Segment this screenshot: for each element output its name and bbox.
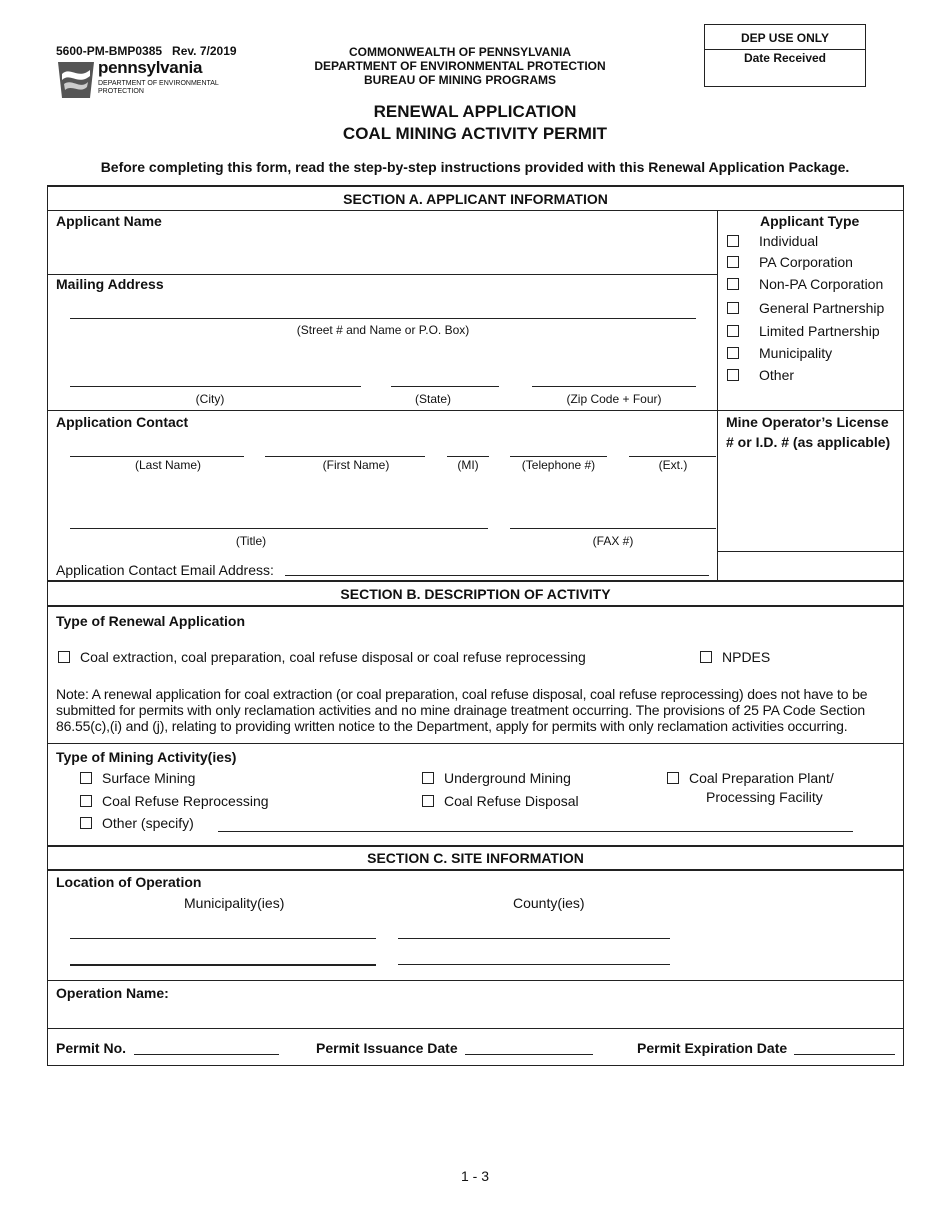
label-limited-partnership: Limited Partnership	[759, 323, 880, 339]
checkbox-municipality[interactable]	[727, 347, 739, 359]
city-input-line[interactable]	[70, 386, 361, 387]
state-caption: (State)	[414, 392, 451, 406]
logo-subtitle-1: DEPARTMENT OF ENVIRONMENTAL	[98, 80, 219, 87]
other-specify-input-line[interactable]	[218, 831, 853, 832]
label-coal-extraction: Coal extraction, coal preparation, coal refuse disposal or coal refuse reprocessing	[80, 649, 586, 665]
zip-caption: (Zip Code + Four)	[566, 392, 662, 406]
application-contact-label: Application Contact	[56, 414, 189, 430]
label-npdes: NPDES	[722, 649, 771, 665]
section-a-heading: SECTION A. APPLICANT INFORMATION	[343, 191, 608, 207]
last-name-input-line[interactable]	[70, 456, 244, 457]
issuance-date-label: Permit Issuance Date	[316, 1040, 458, 1056]
telephone-input-line[interactable]	[510, 456, 607, 457]
checkbox-coal-extraction[interactable]	[58, 651, 70, 663]
fax-caption: (FAX #)	[592, 534, 634, 548]
logo-subtitle-2: PROTECTION	[98, 88, 144, 95]
county-caption: County(ies)	[513, 895, 585, 911]
label-coal-prep-line-2: Processing Facility	[706, 789, 823, 805]
note-line-3: 86.55(c),(i) and (j), relating to providing written notice to the Department, apply for permits with only reclamation activities occurring.	[56, 718, 848, 734]
label-surface-mining: Surface Mining	[102, 770, 196, 786]
agency-line-2: DEPARTMENT OF ENVIRONMENTAL PROTECTION	[314, 59, 606, 73]
label-coal-prep-line-1: Coal Preparation Plant/	[689, 770, 834, 786]
fax-input-line[interactable]	[510, 528, 716, 529]
dep-use-only-label: DEP USE ONLY	[740, 31, 830, 45]
county-input-line-1[interactable]	[398, 938, 670, 939]
pa-dep-logo	[56, 60, 236, 100]
form-title-line-1: RENEWAL APPLICATION	[373, 102, 577, 121]
label-coal-refuse-disposal: Coal Refuse Disposal	[444, 793, 579, 809]
checkbox-pa-corporation[interactable]	[727, 256, 739, 268]
city-caption: (City)	[195, 392, 225, 406]
applicant-name-label: Applicant Name	[56, 213, 162, 229]
page-number: 1 - 3	[460, 1168, 489, 1184]
title-caption: (Title)	[235, 534, 267, 548]
license-input-area	[717, 551, 904, 552]
municipality-caption: Municipality(ies)	[184, 895, 285, 911]
logo-wordmark: pennsylvania	[98, 58, 203, 77]
expiration-date-label: Permit Expiration Date	[637, 1040, 788, 1056]
street-input-line[interactable]	[70, 318, 696, 319]
checkbox-coal-refuse-reprocessing[interactable]	[80, 795, 92, 807]
checkbox-surface-mining[interactable]	[80, 772, 92, 784]
expiration-date-input-line[interactable]	[794, 1054, 895, 1055]
municipality-input-line-1[interactable]	[70, 938, 376, 939]
checkbox-other-specify[interactable]	[80, 817, 92, 829]
operation-name-label: Operation Name:	[56, 985, 169, 1001]
checkbox-coal-preparation-plant[interactable]	[667, 772, 679, 784]
mi-input-line[interactable]	[447, 456, 489, 457]
instructions-text: Before completing this form, read the step-by-step instructions provided with this Renewal Application Package.	[100, 159, 850, 175]
issuance-date-input-line[interactable]	[465, 1054, 593, 1055]
license-label-line-1: Mine Operator’s License	[726, 414, 889, 430]
first-name-caption: (First Name)	[322, 458, 390, 472]
email-input-line[interactable]	[285, 575, 709, 576]
label-other: Other	[759, 367, 795, 383]
last-name-caption: (Last Name)	[134, 458, 202, 472]
checkbox-underground-mining[interactable]	[422, 772, 434, 784]
first-name-input-line[interactable]	[265, 456, 425, 457]
label-pa-corporation: PA Corporation	[759, 254, 853, 270]
label-coal-refuse-reprocessing: Coal Refuse Reprocessing	[102, 793, 269, 809]
checkbox-npdes[interactable]	[700, 651, 712, 663]
state-input-line[interactable]	[391, 386, 499, 387]
mailing-address-label: Mailing Address	[56, 276, 164, 292]
location-title: Location of Operation	[56, 874, 202, 890]
ext-input-line[interactable]	[629, 456, 716, 457]
checkbox-coal-refuse-disposal[interactable]	[422, 795, 434, 807]
checkbox-limited-partnership[interactable]	[727, 325, 739, 337]
label-other-specify: Other (specify)	[102, 815, 194, 831]
label-municipality: Municipality	[759, 345, 833, 361]
municipality-input-line-2[interactable]	[70, 964, 376, 966]
county-input-line-2[interactable]	[398, 964, 670, 965]
ext-caption: (Ext.)	[658, 458, 688, 472]
agency-line-1: COMMONWEALTH OF PENNSYLVANIA	[349, 45, 571, 59]
zip-input-line[interactable]	[532, 386, 696, 387]
permit-no-input-line[interactable]	[134, 1054, 279, 1055]
contact-title-input-line[interactable]	[70, 528, 488, 529]
dep-use-only-box	[704, 24, 866, 87]
checkbox-non-pa-corporation[interactable]	[727, 278, 739, 290]
license-label-line-2: # or I.D. # (as applicable)	[726, 434, 891, 450]
section-c-heading: SECTION C. SITE INFORMATION	[367, 850, 584, 866]
form-number: 5600-PM-BMP0385 Rev. 7/2019	[56, 44, 237, 58]
checkbox-individual[interactable]	[727, 235, 739, 247]
renewal-type-title: Type of Renewal Application	[56, 613, 246, 629]
label-underground-mining: Underground Mining	[444, 770, 571, 786]
form-title-line-2: COAL MINING ACTIVITY PERMIT	[342, 124, 608, 143]
note-line-1: Note: A renewal application for coal extraction (or coal preparation, coal refuse disposal, coal refuse reprocessing) does not have to be	[56, 686, 868, 702]
applicant-type-title: Applicant Type	[760, 213, 860, 229]
date-received-label: Date Received	[743, 51, 827, 65]
telephone-caption: (Telephone #)	[521, 458, 596, 472]
note-line-2: submitted for permits with only reclamation activities and no mine drainage treatment occurring. The provisions of 25 PA Code Section	[56, 702, 866, 718]
email-label: Application Contact Email Address:	[56, 562, 274, 578]
checkbox-other[interactable]	[727, 369, 739, 381]
permit-no-label: Permit No.	[56, 1040, 127, 1056]
checkbox-general-partnership[interactable]	[727, 302, 739, 314]
label-general-partnership: General Partnership	[759, 300, 885, 316]
label-non-pa-corporation: Non-PA Corporation	[759, 276, 884, 292]
label-individual: Individual	[759, 233, 819, 249]
agency-line-3: BUREAU OF MINING PROGRAMS	[364, 73, 556, 87]
street-caption: (Street # and Name or P.O. Box)	[296, 323, 470, 337]
mi-caption: (MI)	[457, 458, 479, 472]
keystone-logo-icon	[56, 60, 96, 100]
section-b-heading: SECTION B. DESCRIPTION OF ACTIVITY	[340, 586, 611, 602]
mining-type-title: Type of Mining Activity(ies)	[56, 749, 237, 765]
